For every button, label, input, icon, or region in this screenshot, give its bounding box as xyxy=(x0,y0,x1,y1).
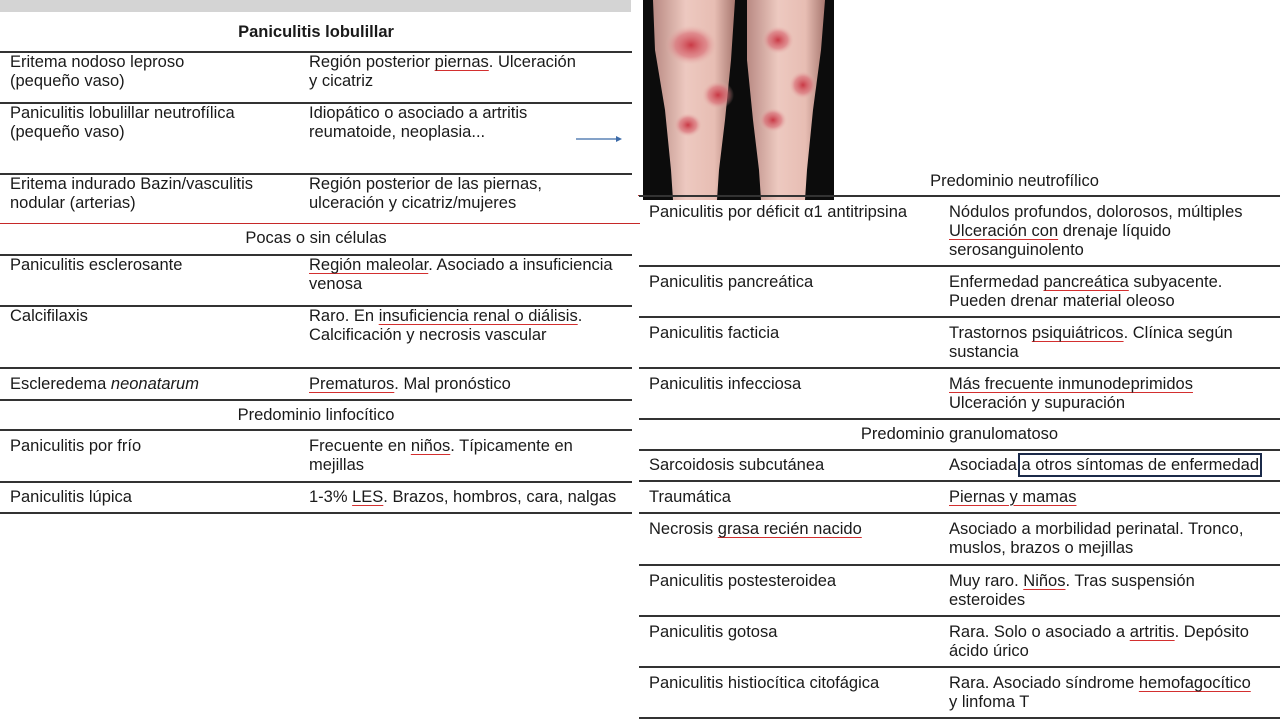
highlight-box: a otros síntomas de enfermedad xyxy=(1021,456,1260,474)
left-table xyxy=(0,14,632,514)
row-description: Prematuros. Mal pronóstico xyxy=(303,368,632,400)
table-row xyxy=(639,266,1280,317)
table-row xyxy=(0,306,632,368)
row-description: Idiopático o asociado a artritis reumatoide, neoplasia... xyxy=(303,103,632,174)
table-row xyxy=(639,667,1280,718)
table-row xyxy=(639,616,1280,667)
row-term: Necrosis grasa recién nacido xyxy=(639,513,943,565)
row-description: Asociado a morbilidad perinatal. Tronco, muslos, brazos o mejillas xyxy=(943,513,1280,565)
table-row xyxy=(639,513,1280,565)
row-description: Rara. Asociado síndrome hemofagocítico y linfoma T xyxy=(943,667,1280,718)
row-term: Paniculitis por déficit α1 antitripsina xyxy=(639,196,943,266)
row-term: Paniculitis por frío xyxy=(0,430,303,482)
row-term: Paniculitis lúpica xyxy=(0,482,303,513)
table-header-title: Paniculitis lobulillar xyxy=(0,14,632,52)
right-table xyxy=(639,167,1280,719)
table-row xyxy=(0,103,632,174)
table-row xyxy=(639,368,1280,419)
row-description: Enfermedad pancreática subyacente. Pueden drenar material oleoso xyxy=(943,266,1280,317)
section-row xyxy=(639,419,1280,450)
section-title: Pocas o sin células xyxy=(0,223,632,255)
row-description: 1-3% LES. Brazos, hombros, cara, nalgas xyxy=(303,482,632,513)
row-description: Nódulos profundos, dolorosos, múltiples Ulceración con drenaje líquido serosanguinolento xyxy=(943,196,1280,266)
section-row xyxy=(0,400,632,430)
row-term: Eritema indurado Bazin/vasculitis nodular (arterias) xyxy=(10,175,254,212)
row-term: Paniculitis facticia xyxy=(639,317,943,368)
section-title: Predominio linfocítico xyxy=(0,400,632,430)
table-row xyxy=(0,482,632,513)
table-row xyxy=(639,565,1280,616)
row-description: Más frecuente inmunodeprimidos Ulceración y supuración xyxy=(943,368,1280,419)
row-description: Piernas y mamas xyxy=(943,481,1280,513)
row-term: Calcifilaxis xyxy=(0,306,303,368)
table-row xyxy=(0,368,632,400)
row-term: Paniculitis lobulillar neutrofílica (pequeño vaso) xyxy=(0,103,303,174)
red-divider-line xyxy=(0,223,640,224)
arrow-right-icon xyxy=(574,131,624,147)
section-title: Predominio neutrofílico xyxy=(639,167,1280,196)
table-row xyxy=(0,430,632,482)
row-description: Trastornos psiquiátricos. Clínica según sustancia xyxy=(943,317,1280,368)
row-term: Sarcoidosis subcutánea xyxy=(639,450,943,481)
row-description: Muy raro. Niños. Tras suspensión esteroides xyxy=(943,565,1280,616)
table-row xyxy=(0,52,632,103)
table-row xyxy=(639,450,1280,481)
row-term: Escleredema neonatarum xyxy=(0,368,303,400)
row-description: Frecuente en niños. Típicamente en mejillas xyxy=(303,430,632,482)
table-header-row xyxy=(0,14,632,52)
row-description: Región posterior de las piernas, ulceración y cicatriz/mujeres xyxy=(309,175,542,212)
row-description: Asociada a otros síntomas de enfermedad xyxy=(943,450,1280,481)
row-term: Paniculitis gotosa xyxy=(639,616,943,667)
table-row xyxy=(0,255,632,306)
table-row xyxy=(639,317,1280,368)
row-term: Traumática xyxy=(639,481,943,513)
row-term: Paniculitis pancreática xyxy=(639,266,943,317)
row-term: Paniculitis esclerosante xyxy=(0,255,303,306)
row-description: Rara. Solo o asociado a artritis. Depósito ácido úrico xyxy=(943,616,1280,667)
top-gray-bar xyxy=(0,0,631,12)
table-row xyxy=(639,481,1280,513)
section-row xyxy=(0,223,632,255)
row-description: Región posterior piernas. Ulceración y cicatriz xyxy=(303,52,632,103)
row-term: Eritema nodoso leproso (pequeño vaso) xyxy=(0,52,303,103)
row-term: Paniculitis infecciosa xyxy=(639,368,943,419)
row-description: Raro. En insuficiencia renal o diálisis. Calcificación y necrosis vascular xyxy=(303,306,632,368)
row-term: Paniculitis postesteroidea xyxy=(639,565,943,616)
row-description: Región maleolar. Asociado a insuficiencia venosa xyxy=(303,255,632,306)
row-term: Paniculitis histiocítica citofágica xyxy=(639,667,943,718)
table-row xyxy=(639,196,1280,266)
section-title: Predominio granulomatoso xyxy=(639,419,1280,450)
table-row xyxy=(0,174,632,223)
section-row xyxy=(639,167,1280,196)
